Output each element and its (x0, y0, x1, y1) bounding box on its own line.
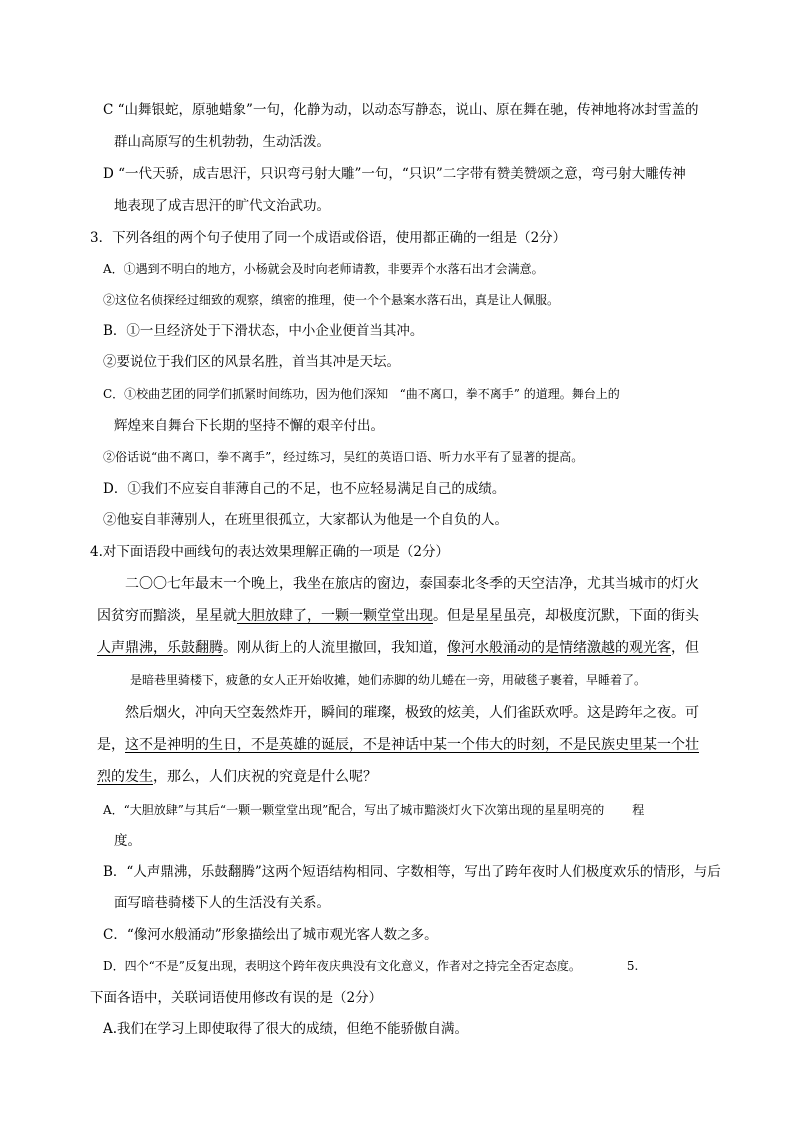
q5-option-a-line1: A.我们在学习上即使取得了很大的成绩，但绝不能骄傲自满。 (103, 1021, 469, 1037)
q3-option-c-sentence2: ②俗话说“曲不离口，拳不离手”，经过练习，吴红的英语口语、听力水平有了显著的提高。 (103, 450, 584, 464)
q4-option-b-line2: 面写暗巷骑楼下人的生活没有关系。 (114, 895, 330, 911)
q2-option-c-line2: 群山高原写的生机勃勃，生动活泼。 (114, 134, 330, 150)
q3-option-b-sentence1: B．①一旦经济处于下滑状态，中小企业便首当其冲。 (103, 323, 424, 339)
underlined-phrase-event: 烈的发生 (97, 769, 153, 785)
q4-option-a-line1: A．“大胆放肆”与其后“一颗一颗堂堂出现”配合，写出了城市黯淡灯火下次第出现的星星明亮的 程 (103, 803, 645, 817)
q4-option-c-line1: C．“像河水般涌动”形象描绘出了城市观光客人数之多。 (103, 927, 438, 943)
q3-option-a-sentence2: ②这位名侦探经过细致的观察，缜密的推理，使一个个悬案水落石出，真是让人佩服。 (103, 293, 560, 307)
q4-passage-p2-line2: 是，这不是神明的生日，不是英雄的诞辰，不是神话中某一个伟大的时刻，不是民族史里某一个壮 (97, 737, 699, 753)
q2-option-d-line1: D “一代天骄，成吉思汗，只识弯弓射大雕”一句，“只识”二字带有赞美赞颂之意，弯弓射大雕传神 (103, 166, 686, 182)
q3-option-b-sentence2: ②要说位于我们区的风景名胜，首当其冲是天坛。 (103, 354, 400, 370)
q3-option-a-sentence1: A．①遇到不明白的地方，小杨就会及时向老师请教，非要弄个水落石出才会满意。 (103, 262, 544, 276)
q3-option-d-sentence1: D．①我们不应妄自菲薄自己的不足，也不应轻易满足自己的成绩。 (103, 481, 506, 497)
q4-passage-p2-line3: 烈的发生，那么，人们庆祝的究竟是什么呢？ (97, 769, 377, 785)
q4-stem: 4.对下面语段中画线句的表达效果理解正确的一项是（2分） (90, 544, 449, 560)
q3-option-c-sentence1-cont: 辉煌来自舞台下长期的坚持不懈的艰辛付出。 (114, 418, 384, 434)
underlined-phrase-crowd: 人声鼎沸，乐鼓翻腾 (97, 640, 223, 656)
underlined-phrase-tourists: 像河水般涌动的是情绪激越的观光客 (447, 640, 671, 656)
q3-option-d-sentence2: ②他妄自菲薄别人，在班里很孤立，大家都认为他是一个自负的人。 (103, 512, 508, 528)
q2-option-c-line1: C “山舞银蛇，原驰蜡象”一句，化静为动，以动态写静态，说山、原在舞在驰，传神地将冰封雪盖的 (103, 102, 699, 118)
q3-option-c-sentence1: C．①校曲艺团的同学们抓紧时间练功，因为他们深知 “曲不离口，拳不离手” 的道理。舞台上的 (103, 387, 620, 401)
underlined-phrase-stars: 大胆放肆了，一颗一颗堂堂出现 (237, 608, 433, 624)
q2-option-d-line2: 地表现了成吉思汗的旷代文治武功。 (114, 198, 330, 214)
q5-stem: 下面各语中，关联词语使用修改有误的是（2分） (90, 990, 383, 1006)
q4-option-d-line1: D．四个“不是”反复出现，表明这个跨年夜庆典没有文化意义，作者对之持完全否定态度。 5. (103, 959, 639, 973)
q4-passage-p1-line1: 二〇〇七年最末一个晚上，我坐在旅店的窗边，泰国泰北冬季的天空洁净，尤其当城市的灯火 (125, 576, 699, 592)
q3-stem: 3．下列各组的两个句子使用了同一个成语或俗语，使用都正确的一组是（2分） (90, 230, 567, 246)
underlined-phrase-not-birthday: 这不是神明的生日，不是英雄的诞辰，不是神话中某一个伟大的时刻，不是民族史里某一个壮 (125, 737, 699, 753)
q4-option-a-line2: 度。 (114, 833, 141, 849)
q4-passage-p1-line3: 人声鼎沸，乐鼓翻腾。刚从街上的人流里撤回，我知道，像河水般涌动的是情绪激越的观光客，但 (97, 640, 699, 656)
q4-passage-p1-line2: 因贫穷而黯淡，星星就大胆放肆了，一颗一颗堂堂出现。但是星星虽亮，却极度沉默，下面的街头 (97, 608, 699, 624)
q4-passage-p2-line1: 然后烟火，冲向天空轰然炸开，瞬间的璀璨，极致的炫美，人们雀跃欢呼。这是跨年之夜。可 (125, 705, 699, 721)
q4-option-b-line1: B．“人声鼎沸，乐鼓翻腾”这两个短语结构相同、字数相等，写出了跨年夜时人们极度欢乐的情形，与后 (103, 864, 721, 880)
q4-passage-p1-line4: 是暗巷里骑楼下，疲惫的女人正开始收摊，她们赤脚的幼儿蜷在一旁，用破毯子裹着，早睡着了。 (130, 673, 647, 687)
